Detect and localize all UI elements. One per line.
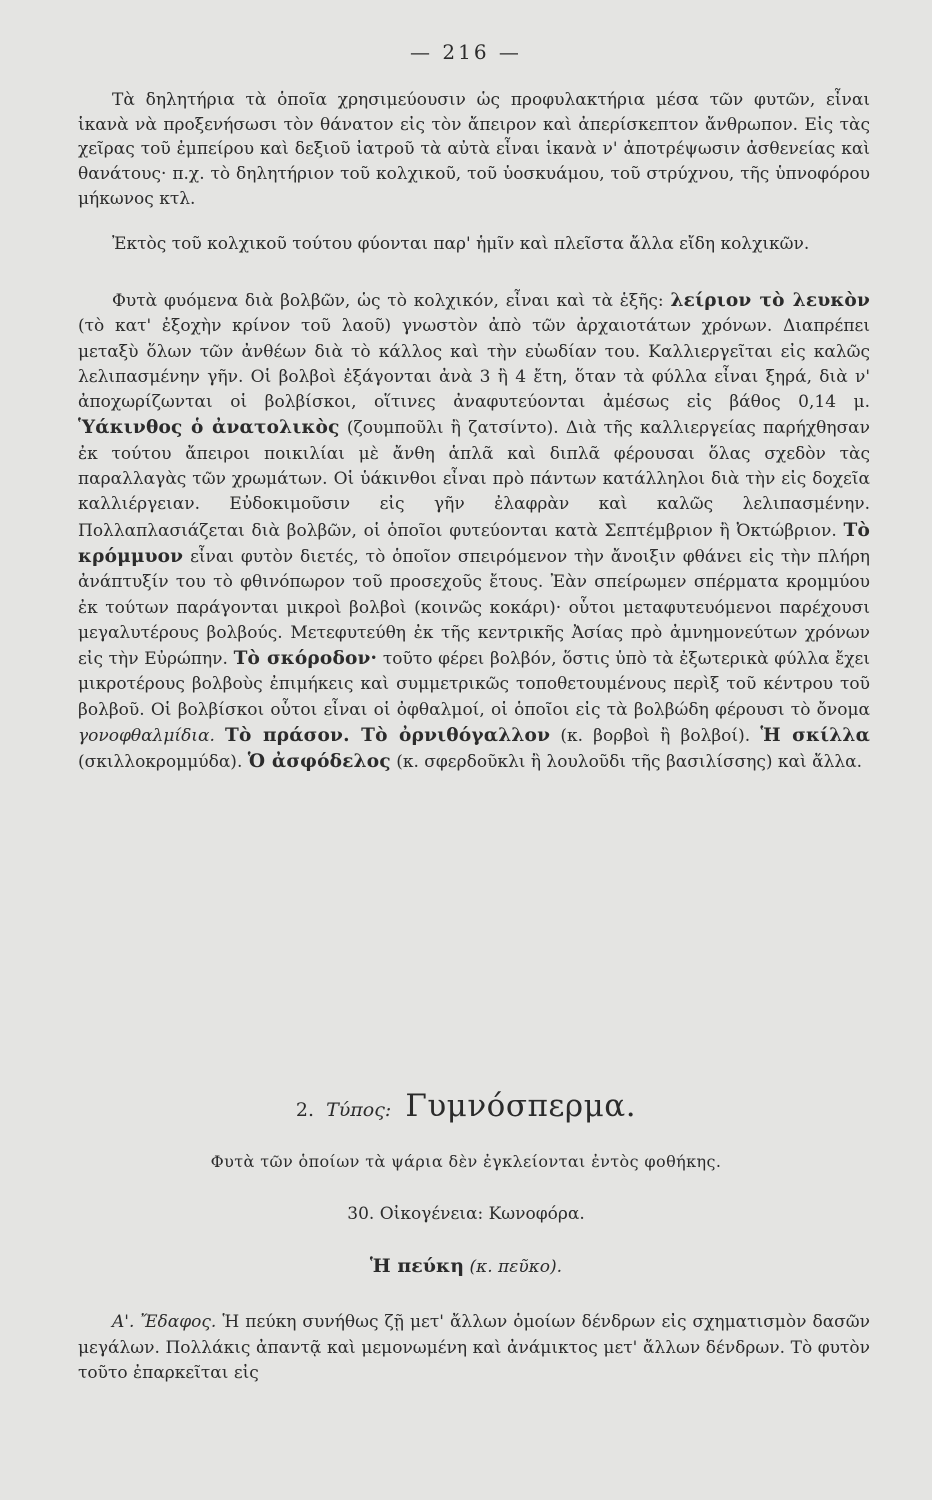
term-white-lily: λείριον τὸ λευκὸν: [670, 290, 871, 311]
term-leek-ornithogalum: Τὸ πράσον. Τὸ ὀρνιθόγαλλον: [225, 725, 551, 747]
family-heading: 30. Οἰκογένεια: Κωνοφόρα.: [347, 1204, 585, 1224]
paragraph-bulb-plants: [78, 288, 870, 776]
term-gonophthalmidia: γονοφθαλμίδια.: [78, 726, 215, 747]
text-run: (ζουμποῦλι ἢ ζατσίντο). Διὰ τῆς καλλιεργείας παρήχθησαν ἐκ τούτου ἄπειροι ποικιλίαι μὲ ἄνθη ἁπλᾶ καὶ διπλᾶ φέρουσαι ὅλας σχεδὸν τὰς παραλλαγὰς τῶν χρωμάτων. Οἱ ὑάκινθοι εἶναι πρὸ πάντων κατάλληλοι διὰ τὴν εἰς δοχεῖα καλλιέργειαν. Εὐδοκιμοῦσιν εἰς γῆν ἐλαφρὰν καὶ καλῶς λελιπασμένην. Πολλαπλασιάζεται διὰ βολβῶν, οἱ ὁποῖοι φυτεύονται κατὰ Σεπτέμβριον ἢ Ὀκτώβριον.: [78, 418, 870, 541]
term-squill: Ἡ σκίλλα: [760, 725, 871, 747]
section-description: Φυτὰ τῶν ὁποίων τὰ ψάρια δὲν ἐγκλείονται ἐντὸς φοθήκης.: [210, 1152, 722, 1171]
text-run: τοῦτο φέρει βολβόν, ὅστις ὑπὸ τὰ ἐξωτερικὰ φύλλα ἔχει μικροτέρους βολβοὺς ἐπιμήκεις καὶ συμμετρικῶς τοποθετουμένους περὶξ τοῦ κέντρου τοῦ βολβοῦ. Οἱ βολβίσκοι οὗτοι εἶναι οἱ ὀφθαλμοί, οἱ ὁποῖοι εἰς τὰ βολβώδη φέρουσι τὸ ὄνομα: [78, 649, 870, 720]
text-run: Ἡ πεύκη συνήθως ζῇ μετ' ἄλλων ὁμοίων δένδρων εἰς σχηματισμὸν δασῶν μεγάλων. Πολλάκις ἀπαντᾷ καὶ μεμονωμένη καὶ ἀνάμικτος μετ' ἄλλων δένδρων. Τὸ φυτὸν τοῦτο ἐπαρκεῖται εἰς: [78, 1312, 870, 1383]
subsection-label: Α'. Ἔδαφος.: [112, 1312, 217, 1332]
term-hyacinth: Ὑάκινθος ὁ ἀνατολικὸς: [78, 417, 340, 439]
species-name: Ἡ πεύκη: [369, 1255, 465, 1277]
text-run: Φυτὰ φυόμενα διὰ βολβῶν, ὡς τὸ κολχικόν, εἶναι καὶ τὰ ἑξῆς:: [112, 291, 664, 311]
text-run: (κ. βορβοὶ ἢ βολβοί).: [560, 726, 751, 747]
species-common-name: (κ. πεῦκο).: [469, 1257, 563, 1277]
term-garlic: Τὸ σκόροδον·: [233, 648, 378, 670]
species-heading: [0, 1255, 932, 1277]
paragraph-colchicum: Ἐκτὸς τοῦ κολχικοῦ τούτου φύονται παρ' ἡμῖν καὶ πλεῖστα ἄλλα εἴδη κολχικῶν.: [112, 234, 810, 254]
paragraph-pine-soil: [78, 1310, 870, 1387]
text-run: (σκιλλοκρομμύδα).: [78, 752, 243, 773]
term-asphodel: Ὁ ἀσφόδελος: [247, 751, 391, 773]
text-run: (τὸ κατ' ἐξοχὴν κρίνον τοῦ λαοῦ) γνωστὸν ἀπὸ τῶν ἀρχαιοτάτων χρόνων. Διαπρέπει μεταξὺ ὅλων τῶν ἀνθέων διὰ τὸ κάλλος καὶ τὴν εὐωδίαν του. Καλλιεργεῖται εἰς καλῶς λελιπασμένην γῆν. Οἱ βολβοὶ ἐξάγονται ἀνὰ 3 ἢ 4 ἔτη, ὅταν τὰ φύλλα εἶναι ξηρά, διὰ ν' ἀποχωρίζωνται οἱ βολβίσκοι, οἵτινες ἀναφυτεύονται ἀμέσως εἰς βάθος 0,14 μ.: [78, 316, 870, 413]
section-label: Τύπος:: [326, 1099, 392, 1121]
text-run: εἶναι φυτὸν διετές, τὸ ὁποῖον σπειρόμενον τὴν ἄνοιξιν φθάνει εἰς τὴν πλήρη ἀνάπτυξίν του τὸ φθινόπωρον τοῦ προσεχοῦς ἔτους. Ἐὰν σπείρωμεν σπέρματα κρομμύου ἐκ τούτων παράγονται μικροὶ βολβοὶ (κοινῶς κοκάρι)· οὗτοι μεταφυτευόμενοι παρέχουσι μεγαλυτέρους βολβούς. Μετεφυτεύθη ἐκ τῆς κεντρικῆς Ἀσίας πρὸ ἀμνημονεύτων χρόνων εἰς τὴν Εὐρώπην.: [78, 546, 870, 670]
section-title: Γυμνόσπερμα.: [405, 1088, 637, 1124]
text-run: (κ. σφερδοῦκλι ἢ λουλοῦδι τῆς βασιλίσσης) καὶ ἄλλα.: [396, 752, 863, 773]
paragraph-poisons: Τὰ δηλητήρια τὰ ὁποῖα χρησιμεύουσιν ὡς προφυλακτήρια μέσα τῶν φυτῶν, εἶναι ἱκανὰ νὰ προξενήσωσι τὸν θάνατον εἰς τὸν ἄπειρον καὶ ἀπερίσκεπτον ἄνθρωπον. Εἰς τὰς χεῖρας τοῦ ἐμπείρου καὶ δεξιοῦ ἰατροῦ τὰ αὐτὰ εἶναι ἱκανὰ ν' ἀποτρέψωσιν ἀσθενείας καὶ θανάτους· π.χ. τὸ δηλητήριον τοῦ κολχικοῦ, τοῦ ὑοσκυάμου, τοῦ στρύχνου, τῆς ὑπνοφόρου μήκωνος κτλ.: [78, 90, 870, 209]
page-number: — 216 —: [410, 40, 522, 64]
term-onion: Τὸ κρόμμυον: [78, 519, 871, 567]
section-heading: [0, 1088, 932, 1124]
section-number: 2.: [295, 1099, 315, 1121]
